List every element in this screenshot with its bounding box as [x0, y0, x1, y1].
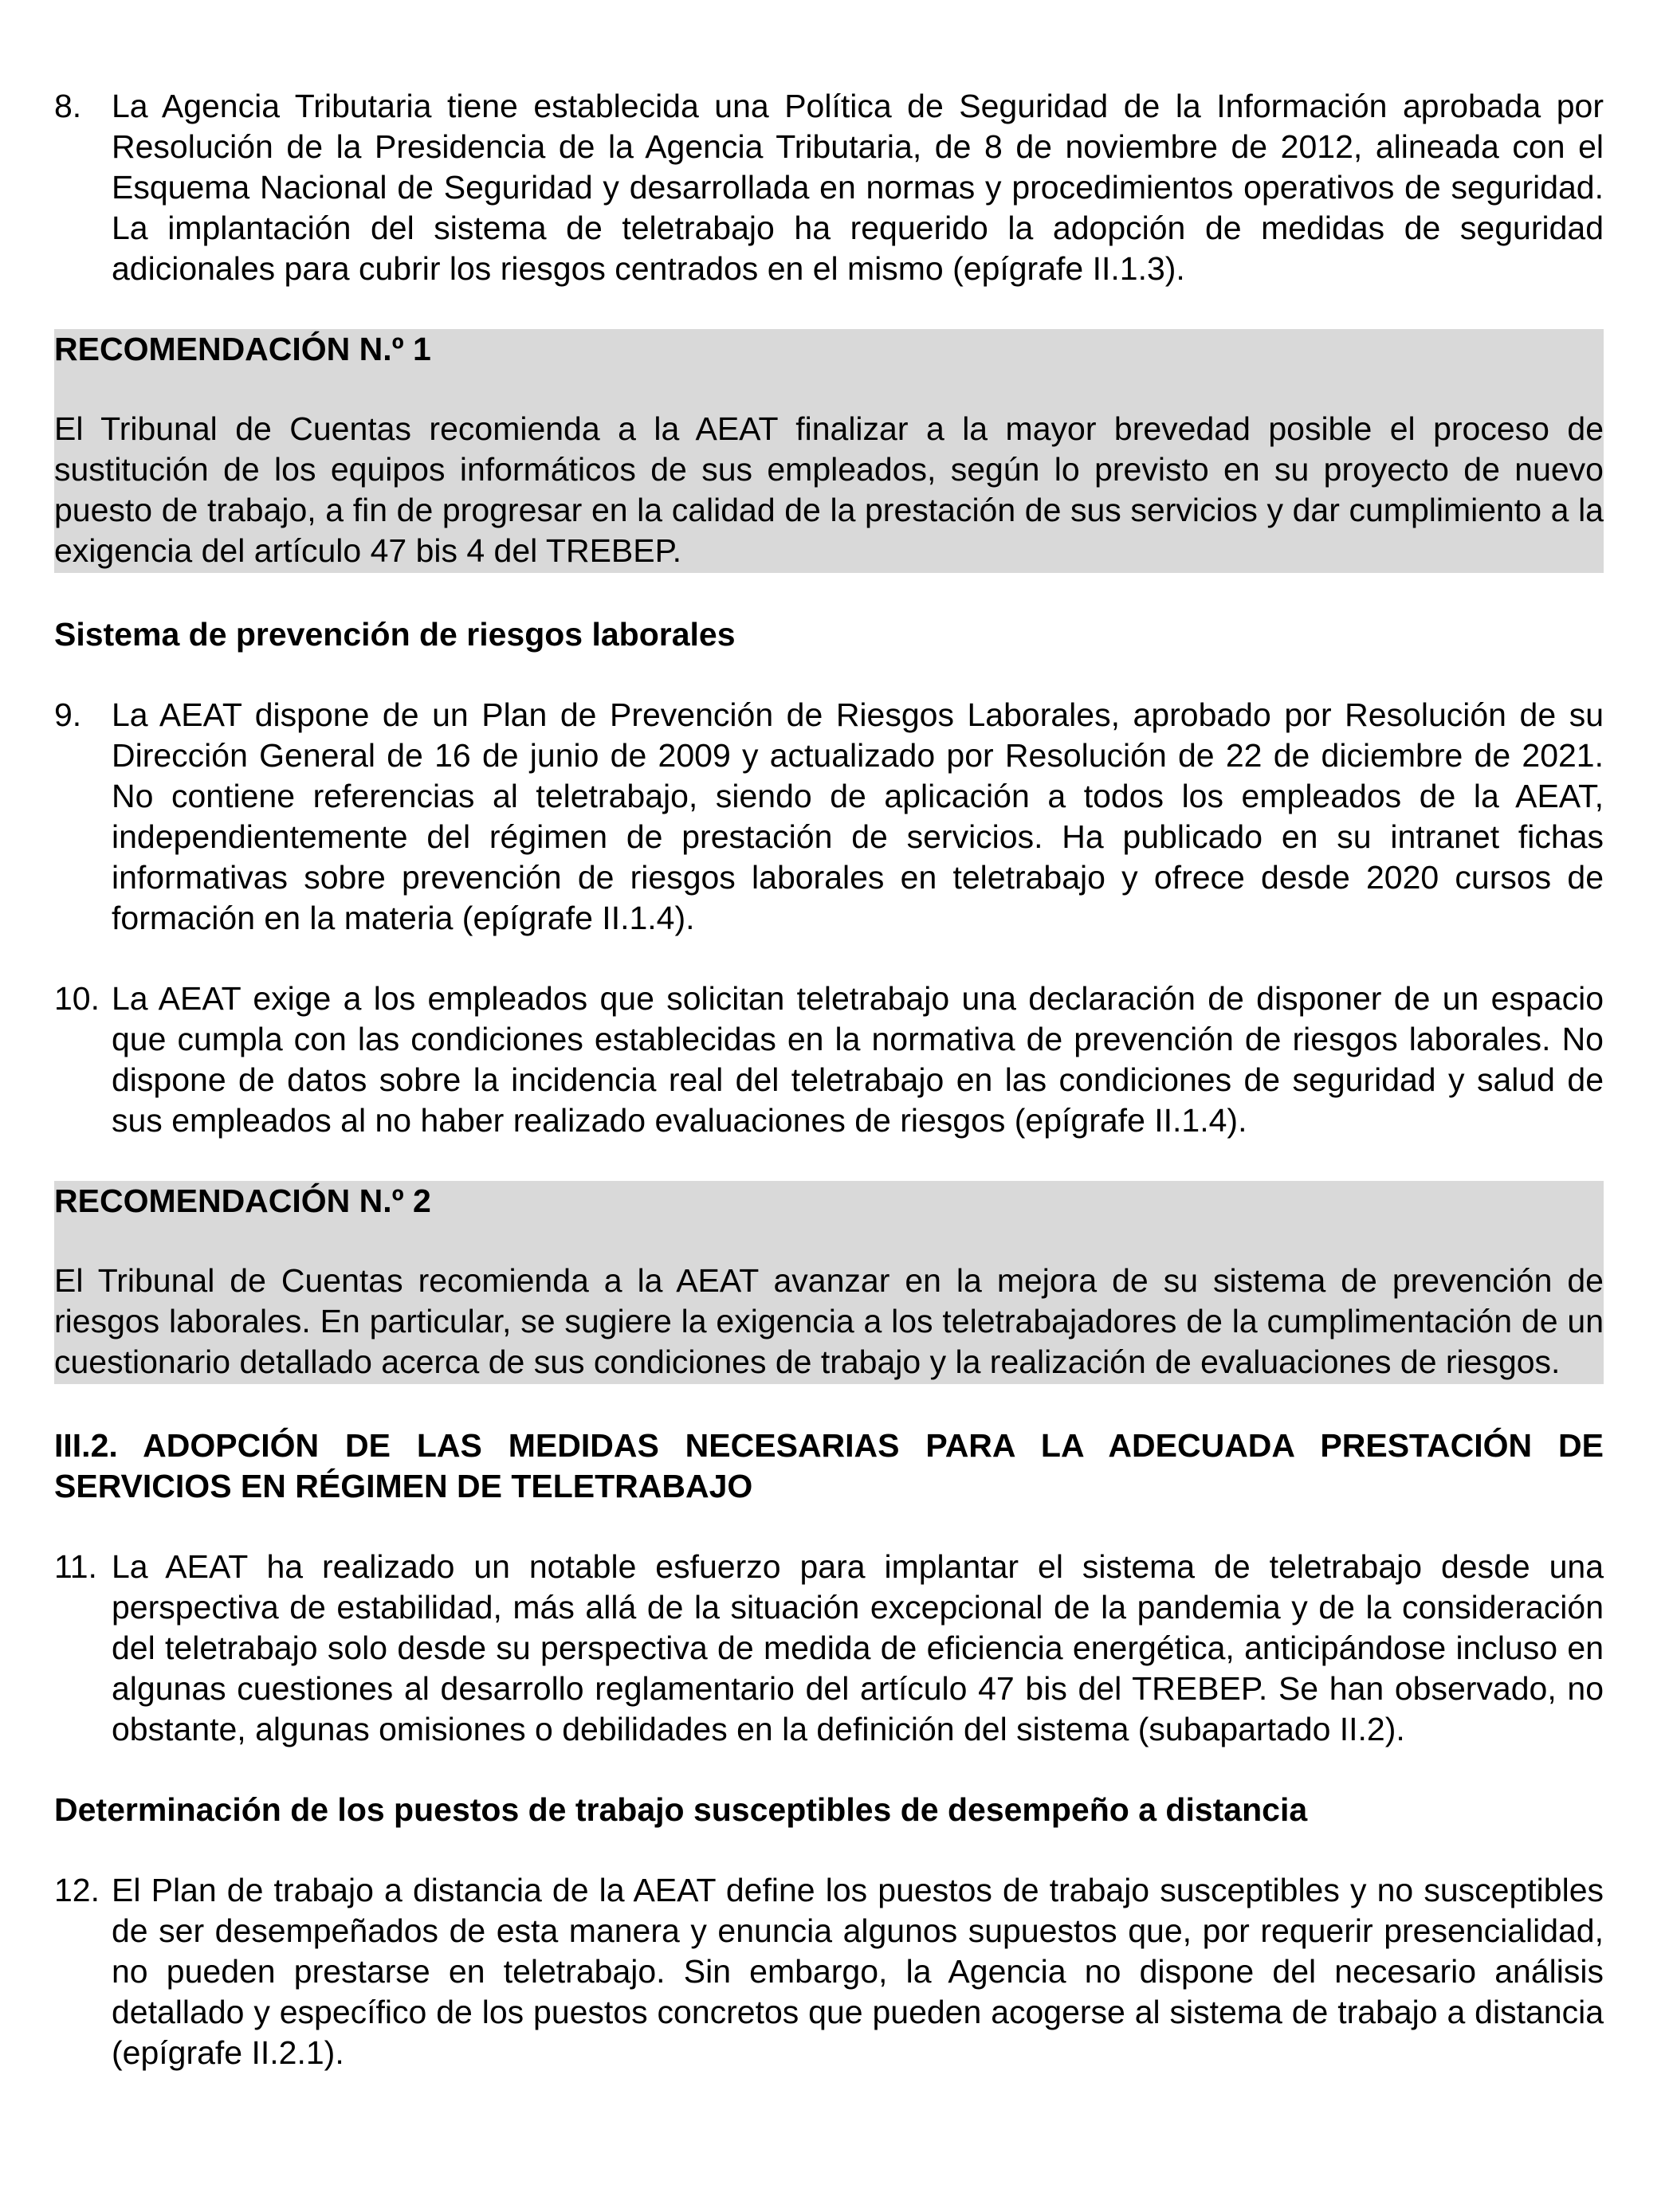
recommendation-text: El Tribunal de Cuentas recomienda a la AEAT avanzar en la mejora de su sistema de prevención de riesgos laborales. En particular, se sugiere la exigencia a los teletrabajadores de la cumplimentación de un cuestionario detallado acerca de sus condiciones de trabajo y la realización de evaluaciones de riesgos.: [54, 1262, 1604, 1380]
paragraph-text: La Agencia Tributaria tiene establecida una Política de Seguridad de la Información aprobada por Resolución de la Presidencia de la Agencia Tributaria, de 8 de noviembre de 2012, alineada con el Esquema Nacional de Seguridad y desarrollada en normas y procedimientos operativos de seguridad. La implantación del sistema de teletrabajo ha requerido la adopción de medidas de seguridad adicionales para cubrir los riesgos centrados en el mismo (epígrafe II.1.3).: [112, 88, 1604, 287]
paragraph-8: [54, 86, 1604, 289]
paragraph-9: [54, 695, 1604, 939]
recommendation-title: RECOMENDACIÓN N.º 1: [54, 331, 431, 367]
paragraph-12: [54, 1870, 1604, 2073]
subheading-determinacion-puestos: Determinación de los puestos de trabajo susceptibles de desempeño a distancia: [54, 1791, 1308, 1828]
recommendation-title: RECOMENDACIÓN N.º 2: [54, 1182, 431, 1219]
document-page: [54, 86, 1604, 2113]
paragraph-text: La AEAT exige a los empleados que solicitan teletrabajo una declaración de disponer de un espacio que cumpla con las condiciones establecidas en la normativa de prevención de riesgos laborales. No dispone de datos sobre la incidencia real del teletrabajo en las condiciones de seguridad y salud de sus empleados al no haber realizado evaluaciones de riesgos (epígrafe II.1.4).: [112, 980, 1604, 1139]
recommendation-box-1: [54, 329, 1604, 573]
paragraph-text: El Plan de trabajo a distancia de la AEAT define los puestos de trabajo susceptibles y no susceptibles de ser desempeñados de esta manera y enuncia algunos supuestos que, por requerir presencialidad, no pueden prestarse en teletrabajo. Sin embargo, la Agencia no dispone del necesario análisis detallado y específico de los puestos concretos que pueden acogerse al sistema de trabajo a distancia (epígrafe II.2.1).: [112, 1872, 1604, 2071]
paragraph-number: 10.: [54, 980, 100, 1017]
recommendation-text: El Tribunal de Cuentas recomienda a la AEAT finalizar a la mayor brevedad posible el proceso de sustitución de los equipos informáticos de sus empleados, según lo previsto en su proyecto de nuevo puesto de trabajo, a fin de progresar en la calidad de la prestación de sus servicios y dar cumplimiento a la exigencia del artículo 47 bis 4 del TREBEP.: [54, 410, 1604, 569]
section-heading-iii-2: III.2. ADOPCIÓN DE LAS MEDIDAS NECESARIAS PARA LA ADECUADA PRESTACIÓN DE SERVICIOS EN RÉGIMEN DE TELETRABAJO: [54, 1427, 1604, 1504]
paragraph-number: 12.: [54, 1872, 100, 1908]
subheading-prevencion-riesgos: Sistema de prevención de riesgos laborales: [54, 616, 736, 653]
paragraph-number: 9.: [54, 696, 82, 733]
paragraph-number: 8.: [54, 88, 82, 124]
paragraph-11: [54, 1547, 1604, 1750]
paragraph-10: [54, 979, 1604, 1141]
paragraph-number: 11.: [54, 1548, 97, 1585]
paragraph-text: La AEAT ha realizado un notable esfuerzo para implantar el sistema de teletrabajo desde una perspectiva de estabilidad, más allá de la situación excepcional de la pandemia y de la consideración del teletrabajo solo desde su perspectiva de medida de eficiencia energética, anticipándose incluso en algunas cuestiones al desarrollo reglamentario del artículo 47 bis del TREBEP. Se han observado, no obstante, algunas omisiones o debilidades en la definición del sistema (subapartado II.2).: [112, 1548, 1604, 1747]
paragraph-text: La AEAT dispone de un Plan de Prevención de Riesgos Laborales, aprobado por Resolución de su Dirección General de 16 de junio de 2009 y actualizado por Resolución de 22 de diciembre de 2021. No contiene referencias al teletrabajo, siendo de aplicación a todos los empleados de la AEAT, independientemente del régimen de prestación de servicios. Ha publicado en su intranet fichas informativas sobre prevención de riesgos laborales en teletrabajo y ofrece desde 2020 cursos de formación en la materia (epígrafe II.1.4).: [112, 696, 1604, 936]
recommendation-box-2: [54, 1181, 1604, 1384]
